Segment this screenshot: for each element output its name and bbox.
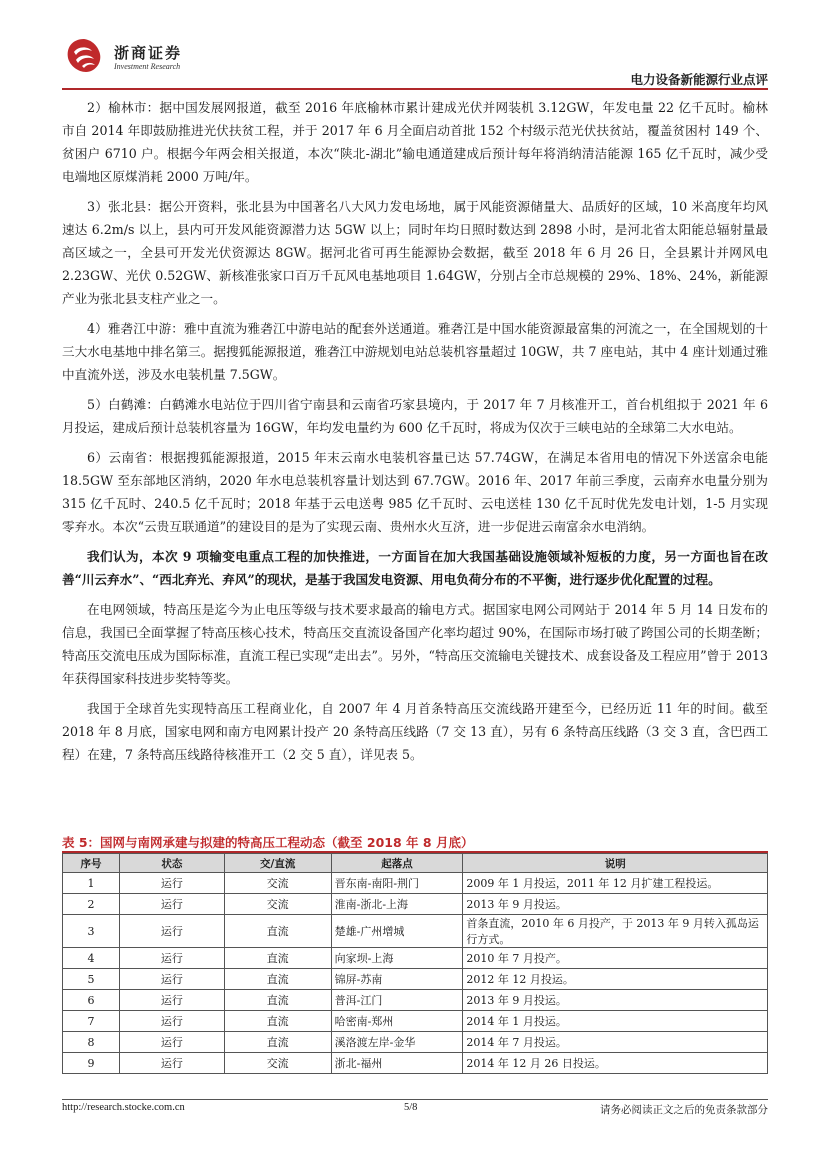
table-row: [63, 969, 768, 990]
header-divider: [62, 88, 768, 90]
column-header: 状态: [119, 854, 224, 873]
cell-note: 首条直流，2010 年 6 月投产，于 2013 年 9 月转入孤岛运行方式。: [463, 915, 768, 948]
cell-type: 直流: [224, 990, 331, 1011]
footer-divider: [62, 1099, 768, 1100]
cell-index: 4: [63, 948, 120, 969]
footer-url[interactable]: http://research.stocke.com.cn: [62, 1102, 185, 1113]
cell-type: 直流: [224, 1011, 331, 1032]
cell-route: 淮南-浙北-上海: [331, 894, 463, 915]
cell-note: 2013 年 9 月投运。: [463, 990, 768, 1011]
body-text: [62, 96, 768, 773]
cell-route: 浙北-福州: [331, 1053, 463, 1074]
cell-note: 2014 年 12 月 26 日投运。: [463, 1053, 768, 1074]
cell-note: 2009 年 1 月投运，2011 年 12 月扩建工程投运。: [463, 873, 768, 894]
paragraph-baihetan: 5）白鹤滩：白鹤滩水电站位于四川省宁南县和云南省巧家县境内，于 2017 年 7 月核准开工，首台机组拟于 2021 年 6 月投运，建成后预计总装机容量为 16GW，年均发电量约为 600 亿千瓦时，将成为仅次于三峡电站的全球第二大水电站。: [62, 397, 768, 435]
cell-note: 2012 年 12 月投运。: [463, 969, 768, 990]
table-row: [63, 948, 768, 969]
column-header: 说明: [463, 854, 768, 873]
uhv-projects-table: [62, 853, 768, 1074]
cell-route: 锦屏-苏南: [331, 969, 463, 990]
cell-status: 运行: [119, 894, 224, 915]
brand-name-en: Investment Research: [114, 62, 181, 71]
report-type: 电力设备新能源行业点评: [630, 72, 768, 87]
column-header: 起落点: [331, 854, 463, 873]
table-row: [63, 1011, 768, 1032]
table-row: [63, 894, 768, 915]
cell-route: 晋东南-南阳-荆门: [331, 873, 463, 894]
zheshang-logo-icon: [62, 36, 106, 76]
cell-status: 运行: [119, 873, 224, 894]
cell-index: 3: [63, 915, 120, 948]
cell-status: 运行: [119, 990, 224, 1011]
paragraph-uhv-tech: 在电网领域，特高压是迄今为止电压等级与技术要求最高的输电方式。据国家电网公司网站于 2014 年 5 月 14 日发布的信息，我国已全面掌握了特高压核心技术，特高压交直流设备国产化率均超过 90%，在国际市场打破了跨国公司的长期垄断；特高压交流电压成为国际标准，直流工程已实现“走出去”。另外，“特高压交流输电关键技术、成套设备及工程应用”曾于 2013 年获得国家科技进步奖特等奖。: [62, 602, 768, 686]
brand-name-cn: 浙商证券: [114, 44, 183, 62]
cell-note: 2013 年 9 月投运。: [463, 894, 768, 915]
table-row: [63, 1032, 768, 1053]
paragraph-conclusion: 我们认为，本次 9 项输变电重点工程的加快推进，一方面旨在加大我国基础设施领域补短板的力度，另一方面也旨在改善“川云弃水”、“西北弃光、弃风”的现状，是基于我国发电资源、用电负荷分布的不平衡，进行逐步优化配置的过程。: [62, 549, 768, 587]
cell-index: 6: [63, 990, 120, 1011]
table-row: [63, 1053, 768, 1074]
cell-type: 直流: [224, 969, 331, 990]
cell-note: 2010 年 7 月投产。: [463, 948, 768, 969]
cell-type: 直流: [224, 1032, 331, 1053]
cell-type: 交流: [224, 873, 331, 894]
cell-index: 5: [63, 969, 120, 990]
cell-route: 向家坝-上海: [331, 948, 463, 969]
cell-status: 运行: [119, 1032, 224, 1053]
cell-route: 哈密南-郑州: [331, 1011, 463, 1032]
table-row: [63, 990, 768, 1011]
paragraph-yalong: 4）雅砻江中游：雅中直流为雅砻江中游电站的配套外送通道。雅砻江是中国水能资源最富集的河流之一，在全国规划的十三大水电基地中排名第三。据搜狐能源报道，雅砻江中游规划电站总装机容量超过 10GW，共 7 座电站，其中 4 座计划通过雅中直流外送，涉及水电装机量 7.5GW。: [62, 321, 768, 382]
cell-status: 运行: [119, 948, 224, 969]
table-row: [63, 873, 768, 894]
paragraph-zhangbei: 3）张北县：据公开资料，张北县为中国著名八大风力发电场地，属于风能资源储量大、品质好的区域，10 米高度年均风速达 6.2m/s 以上，县内可开发风能资源潜力达 5GW 以上；同时年均日照时数达到 2898 小时，是河北省太阳能总辐射量最高区域之一，全县可开发光伏资源达 8GW。据河北省可再生能源协会数据，截至 2018 年 6 月 26 日，全县累计并网风电 2.23GW、光伏 0.52GW、新核准张家口百万千瓦风电基地项目 1.64GW，分别占全市总规模的 29%、18%、24%，新能源产业为张北县支柱产业之一。: [62, 199, 768, 306]
column-header: 交/直流: [224, 854, 331, 873]
cell-status: 运行: [119, 915, 224, 948]
cell-index: 8: [63, 1032, 120, 1053]
cell-type: 交流: [224, 1053, 331, 1074]
disclaimer-note: 请务必阅读正文之后的免责条款部分: [600, 1104, 768, 1116]
cell-status: 运行: [119, 1011, 224, 1032]
cell-note: 2014 年 1 月投运。: [463, 1011, 768, 1032]
cell-index: 7: [63, 1011, 120, 1032]
cell-type: 直流: [224, 915, 331, 948]
cell-route: 楚雄-广州增城: [331, 915, 463, 948]
page-number: 5/8: [404, 1102, 418, 1113]
page-header: [62, 36, 768, 92]
column-header: 序号: [63, 854, 120, 873]
cell-route: 普洱-江门: [331, 990, 463, 1011]
cell-index: 1: [63, 873, 120, 894]
cell-status: 运行: [119, 969, 224, 990]
cell-index: 9: [63, 1053, 120, 1074]
paragraph-yulin: 2）榆林市：据中国发展网报道，截至 2016 年底榆林市累计建成光伏并网装机 3.12GW，年发电量 22 亿千瓦时。榆林市自 2014 年即鼓励推进光伏扶贫工程，并于 2017 年 6 月全面启动首批 152 个村级示范光伏扶贫站，覆盖贫困村 149 个、贫困户 6710 户。根据今年两会相关报道，本次“陕北-湖北”输电通道建成后预计每年将消纳清洁能源 165 亿千瓦时，减少受电端地区原煤消耗 2000 万吨/年。: [62, 100, 768, 184]
cell-index: 2: [63, 894, 120, 915]
paragraph-yunnan: 6）云南省：根据搜狐能源报道，2015 年末云南水电装机容量已达 57.74GW，在满足本省用电的情况下外送富余电能 18.5GW 至东部地区消纳，2020 年水电总装机容量计划达到 67.7GW。2016 年、2017 年前三季度，云南弃水电量分别为 315 亿千瓦时、240.5 亿千瓦时；2018 年基于云电送粤 985 亿千瓦时、云电送桂 130 亿千瓦时优先发电计划，1-5 月实现零弃水。本次“云贵互联通道”的建设目的是为了实现云南、贵州水火互济，进一步促进云南富余水电消纳。: [62, 450, 768, 534]
cell-status: 运行: [119, 1053, 224, 1074]
table-header-row: [63, 854, 768, 873]
paragraph-uhv-progress: 我国于全球首先实现特高压工程商业化，自 2007 年 4 月首条特高压交流线路开建至今，已经历近 11 年的时间。截至 2018 年 8 月底，国家电网和南方电网累计投产 20 条特高压线路（7 交 13 直），另有 6 条特高压线路（3 交 3 直，含巴西工程）在建，7 条特高压线路待核准开工（2 交 5 直），详见表 5。: [62, 701, 768, 762]
cell-route: 溪洛渡左岸-金华: [331, 1032, 463, 1053]
table-row: [63, 915, 768, 948]
cell-type: 交流: [224, 894, 331, 915]
table-title: 表 5：国网与南网承建与拟建的特高压工程动态（截至 2018 年 8 月底）: [62, 835, 474, 850]
cell-note: 2014 年 7 月投运。: [463, 1032, 768, 1053]
cell-type: 直流: [224, 948, 331, 969]
